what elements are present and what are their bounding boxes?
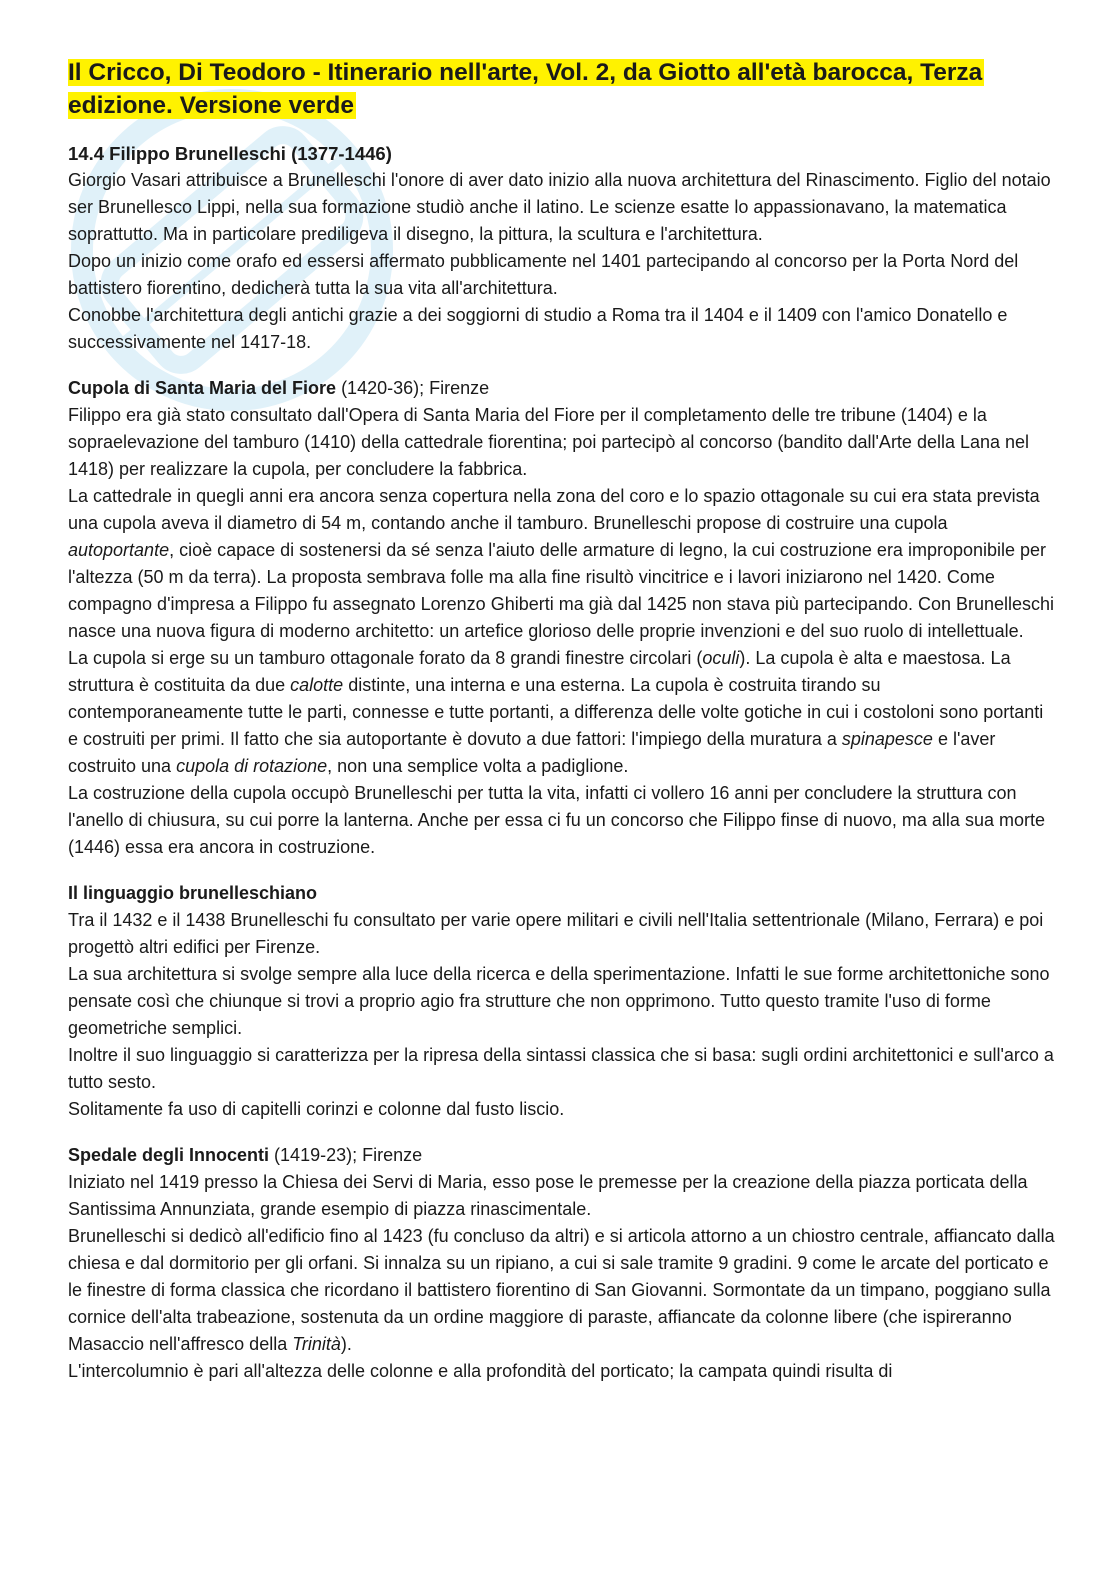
emphasis-calotte: calotte	[290, 675, 344, 695]
intro-paragraph-1: Giorgio Vasari attribuisce a Brunelleschi l'onore di aver dato inizio alla nuova architettura del Rinascimento. Figlio del notaio ser Brunellesco Lippi, nella sua formazione studiò anche il latino. Le scienze esatte lo appassionavano, la matematica soprattutto. Ma in particolare prediligeva il disegno, la pittura, la scultura e l'architettura.	[68, 170, 1051, 244]
cupola-paragraph-4: La costruzione della cupola occupò Brunelleschi per tutta la vita, infatti ci vollero 16 anni per concludere la struttura con l'anello di chiusura, su cui porre la lanterna. Anche per essa ci fu un concorso che Filippo finse di nuovo, ma alla sua morte (1446) essa era ancora in costruzione.	[68, 783, 1045, 857]
cupola-paragraph-2: La cattedrale in quegli anni era ancora senza copertura nella zona del coro e lo spazio ottagonale su cui era stata prevista una cupola aveva il diametro di 54 m, contando anche il tamburo. Brunelleschi propose di costruire una cupola autoportante, cioè capace di sostenersi da sé senza l'aiuto delle armature di legno, la cui costruzione era improponibile per l'altezza (50 m da terra). La proposta sembrava folle ma alla fine risultò vincitrice e i lavori iniziarono nel 1420. Come compagno d'impresa a Filippo fu assegnato Lorenzo Ghiberti ma già dal 1425 non stava più partecipando. Con Brunelleschi nasce una nuova figura di moderno architetto: un artefice glorioso delle proprie invenzioni e del suo ruolo di intellettuale.	[68, 486, 1055, 641]
cupola-heading-bold: Cupola di Santa Maria del Fiore	[68, 378, 337, 398]
cupola-paragraph-3: La cupola si erge su un tamburo ottagonale forato da 8 grandi finestre circolari (oculi). La cupola è alta e maestosa. La struttura è costituita da due calotte distinte, una interna e una esterna. La cupola è costruita tirando su contemporaneamente tutte le parti, connesse e tutte portanti, a differenza delle volte gotiche in cui i costoloni sono portanti e costruiti per primi. Il fatto che sia autoportante è dovuto a due fattori: l'impiego della muratura a spinapesce e l'aver costruito una cupola di rotazione, non una semplice volta a padiglione.	[68, 648, 1044, 776]
linguaggio-paragraph-2: La sua architettura si svolge sempre alla luce della ricerca e della sperimentazione. Infatti le sue forme architettoniche sono pensate così che chiunque si trovi a proprio agio fra strutture che non opprimono. Tutto questo tramite l'uso di forme geometriche semplici.	[68, 964, 1050, 1038]
linguaggio-heading: Il linguaggio brunelleschiano	[68, 883, 318, 903]
section-title: 14.4 Filippo Brunelleschi (1377-1446)	[68, 143, 392, 164]
spedale-heading-date: (1419-23); Firenze	[269, 1145, 423, 1165]
emphasis-oculi: oculi	[702, 648, 740, 668]
linguaggio-paragraph-1: Tra il 1432 e il 1438 Brunelleschi fu consultato per varie opere militari e civili nell'Italia settentrionale (Milano, Ferrara) e poi progettò altri edifici per Firenze.	[68, 910, 1044, 957]
intro-paragraph-2: Dopo un inizio come orafo ed essersi affermato pubblicamente nel 1401 partecipando al concorso per la Porta Nord del battistero fiorentino, dedicherà tutta la sua vita all'architettura.	[68, 251, 1019, 298]
intro-paragraph-3: Conobbe l'architettura degli antichi grazie a dei soggiorni di studio a Roma tra il 1404 e il 1409 con l'amico Donatello e successivamente nel 1417-18.	[68, 305, 1008, 352]
spedale-paragraph-2: Brunelleschi si dedicò all'edificio fino al 1423 (fu concluso da altri) e si articola attorno a un chiostro centrale, affiancato dalla chiesa e dal dormitorio per gli orfani. Si innalza su un ripiano, a cui si sale tramite 9 gradini. 9 come le arcate del porticato e le finestre di forma classica che ricordano il battistero fiorentino di San Giovanni. Sormontate da un timpano, poggiano sulla cornice dell'alta trabeazione, sostenuta da un ordine maggiore di paraste, affiancate da colonne libere (che ispireranno Masaccio nell'affresco della Trinità).	[68, 1226, 1055, 1354]
document-page	[68, 56, 1058, 1385]
cupola-heading	[68, 375, 1058, 402]
emphasis-spinapesce: spinapesce	[841, 729, 933, 749]
linguaggio-paragraph-4: Solitamente fa uso di capitelli corinzi e colonne dal fusto liscio.	[68, 1099, 565, 1119]
cupola-heading-date: (1420-36); Firenze	[336, 378, 490, 398]
spedale-paragraph-1: Iniziato nel 1419 presso la Chiesa dei Servi di Maria, esso pose le premesse per la creazione della piazza porticata della Santissima Annunziata, grande esempio di piazza rinascimentale.	[68, 1172, 1028, 1219]
spedale-paragraph-3: L'intercolumnio è pari all'altezza delle colonne e alla profondità del porticato; la campata quindi risulta di	[68, 1361, 893, 1381]
title-highlight: Il Cricco, Di Teodoro - Itinerario nell'arte, Vol. 2, da Giotto all'età barocca, Terza edizione. Versione verde	[68, 59, 983, 119]
linguaggio-paragraph-3: Inoltre il suo linguaggio si caratterizza per la ripresa della sintassi classica che si basa: sugli ordini architettonici e sull'arco a tutto sesto.	[68, 1045, 1054, 1092]
cupola-paragraph-1: Filippo era già stato consultato dall'Opera di Santa Maria del Fiore per il completamento delle tre tribune (1404) e la sopraelevazione del tamburo (1410) della cattedrale fiorentina; poi partecipò al concorso (bandito dall'Arte della Lana nel 1418) per realizzare la cupola, per concludere la fabbrica.	[68, 405, 1030, 479]
emphasis-trinita: Trinità	[292, 1334, 341, 1354]
spedale-heading	[68, 1142, 1058, 1169]
emphasis-autoportante: autoportante	[68, 540, 170, 560]
spedale-heading-bold: Spedale degli Innocenti	[68, 1145, 270, 1165]
emphasis-cupola-di-rotazione: cupola di rotazione	[176, 756, 328, 776]
document-title	[68, 56, 1058, 122]
